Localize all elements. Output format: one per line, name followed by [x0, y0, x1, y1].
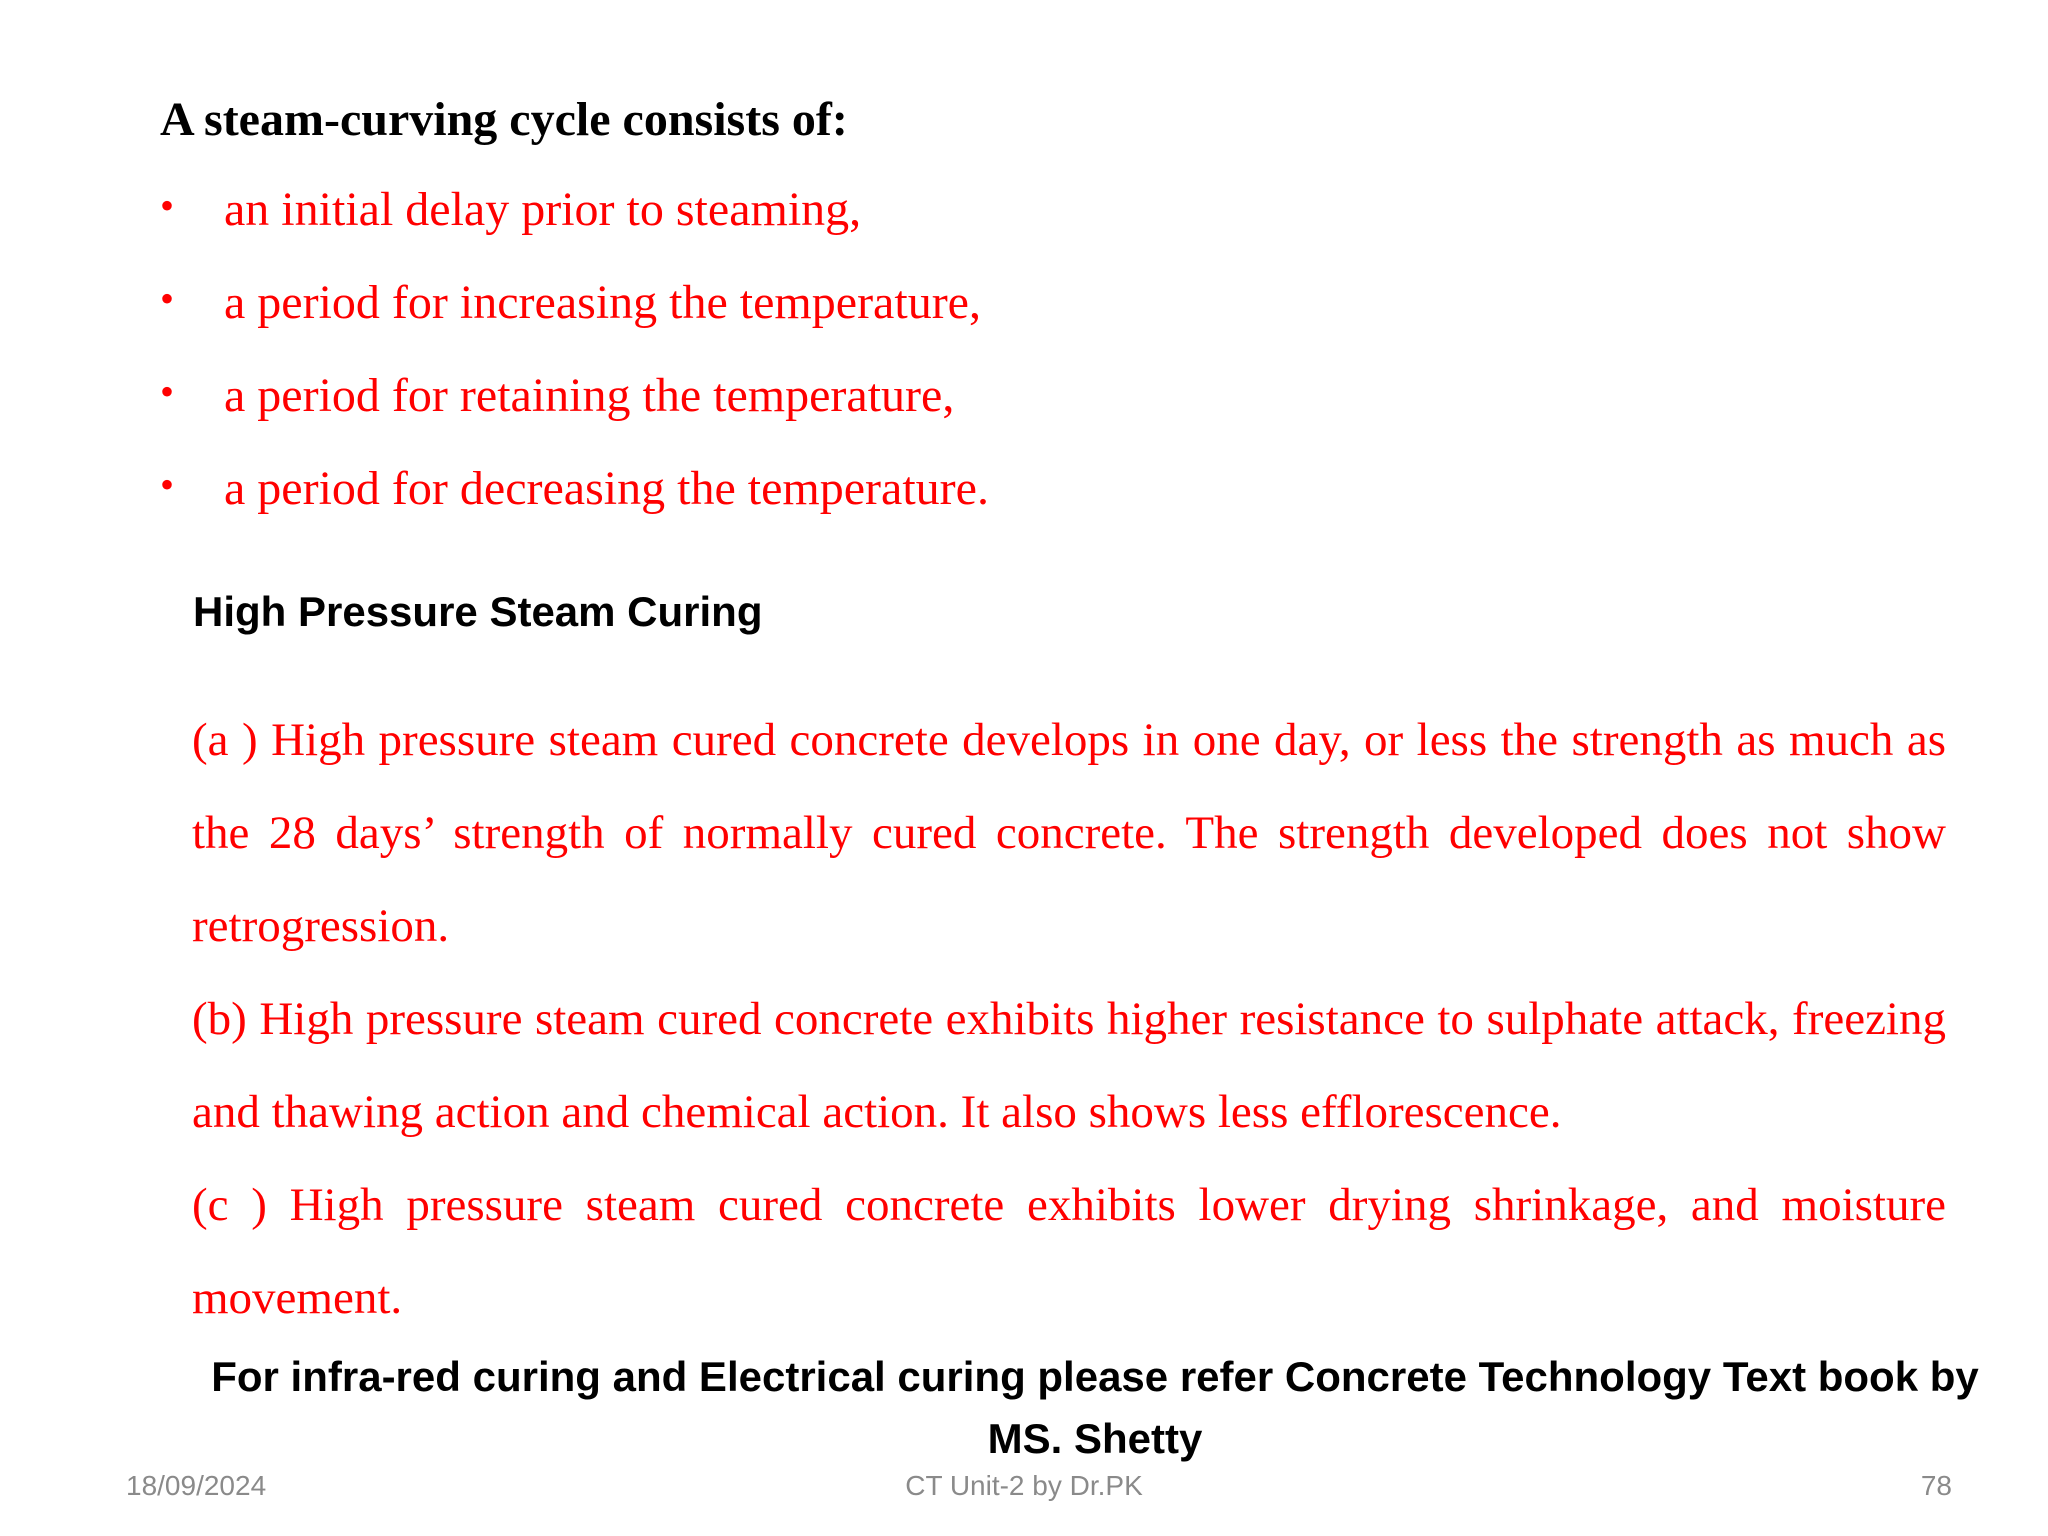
bullet-text: a period for retaining the temperature, — [224, 369, 955, 422]
bullet-text: an initial delay prior to steaming, — [224, 183, 862, 236]
point-a: (a ) High pressure steam cured concrete develops in one day, or less the strength as much as the 28 days’ strength of normally cured concrete. The strength developed does not show retrogression. — [192, 714, 1946, 952]
bullet-text: a period for decreasing the temperature. — [224, 462, 989, 515]
section-title: High Pressure Steam Curing — [193, 588, 763, 635]
reference-note: For infra-red curing and Electrical curing please refer Concrete Technology Text book by MS. Shetty — [211, 1353, 1979, 1462]
high-pressure-points — [192, 694, 1946, 1345]
footer-date: 18/09/2024 — [126, 1470, 267, 1501]
bullet-marker: • — [160, 183, 175, 228]
bullet-marker: • — [160, 276, 175, 321]
point-c: (c ) High pressure steam cured concrete exhibits lower drying shrinkage, and moisture movement. — [192, 1179, 1946, 1324]
page-number: 78 — [1920, 1470, 1952, 1501]
cycle-heading: A steam-curving cycle consists of: — [160, 93, 848, 146]
bullet-marker: • — [160, 369, 175, 414]
bullet-marker: • — [160, 462, 175, 507]
footer-title: CT Unit-2 by Dr.PK — [905, 1470, 1143, 1501]
bullet-text: a period for increasing the temperature, — [224, 276, 981, 329]
point-b: (b) High pressure steam cured concrete exhibits higher resistance to sulphate attack, freezing and thawing action and chemical action. It also shows less efflorescence. — [192, 993, 1946, 1138]
